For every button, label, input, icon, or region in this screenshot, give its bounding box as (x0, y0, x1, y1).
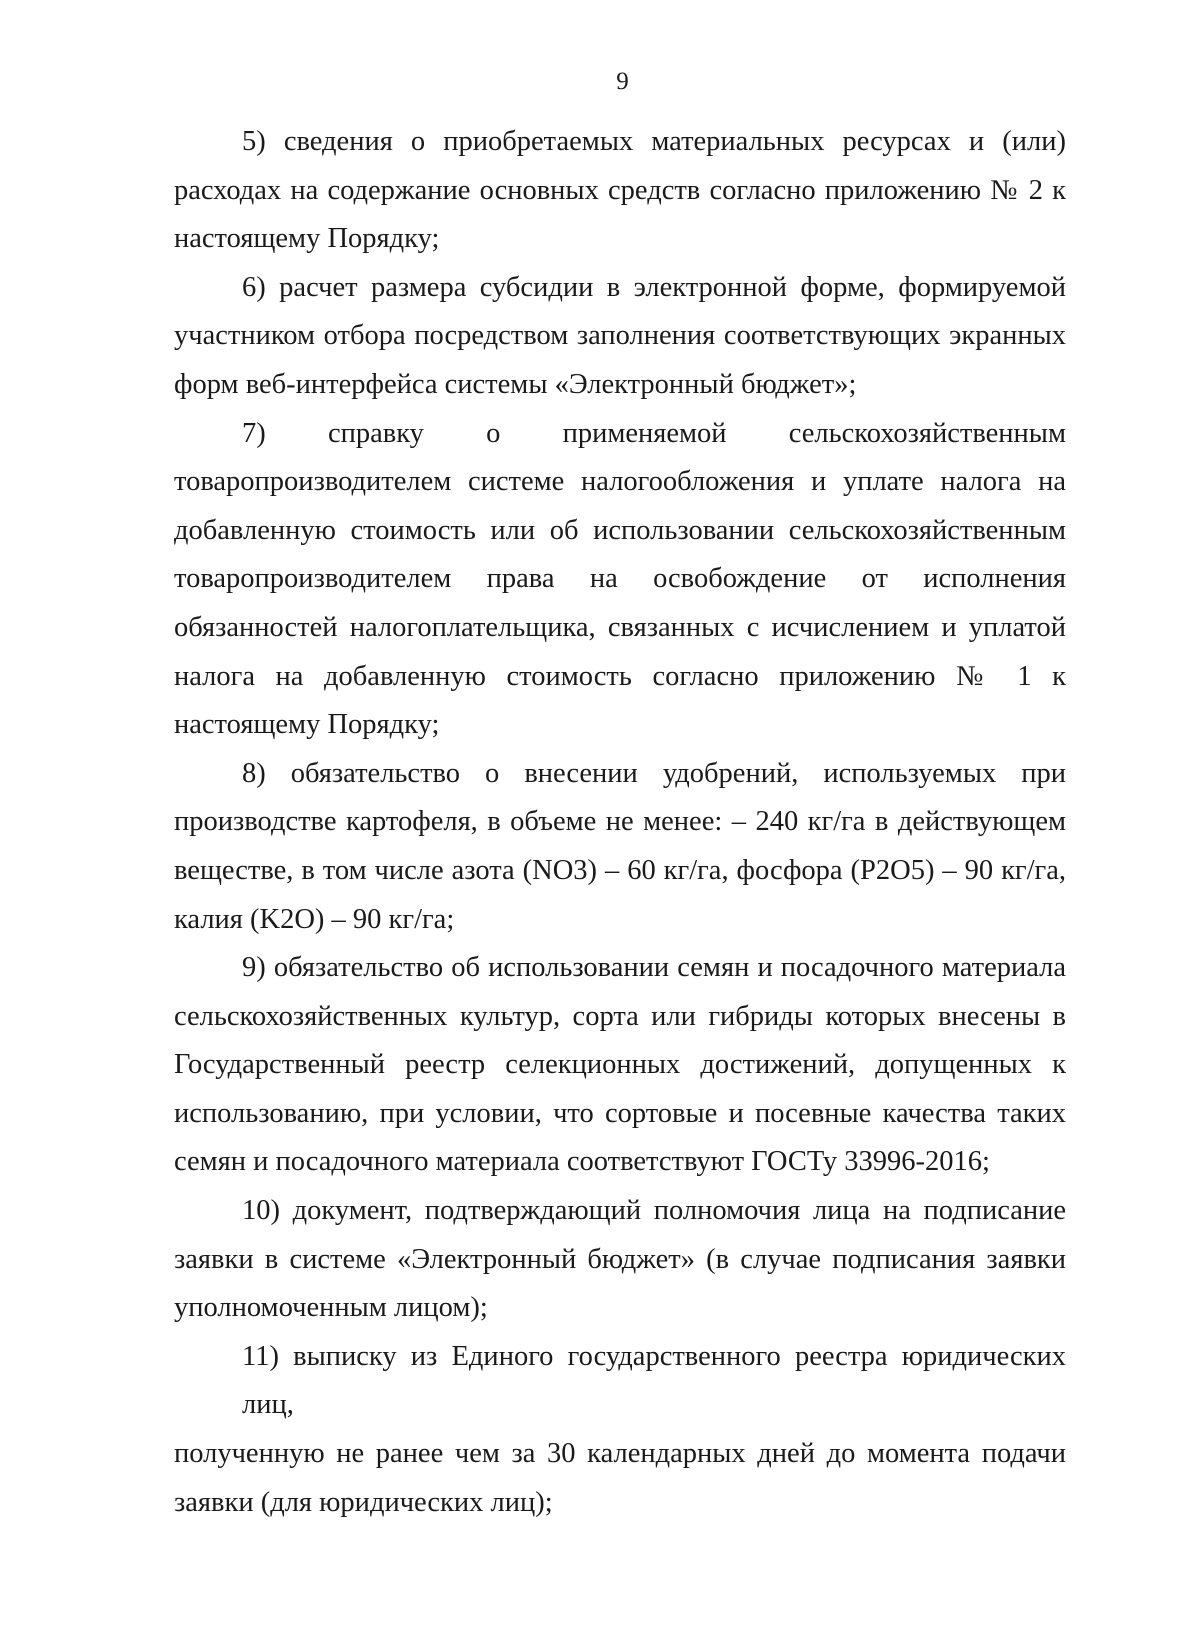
paragraph-line: участником отбора посредством заполнения соответствующих экранных (174, 320, 1066, 352)
paragraph-line: расходах на содержание основных средств согласно приложению № 2 к (174, 174, 1066, 206)
paragraph-line: использованию, при условии, что сортовые и посевные качества таких (174, 1097, 1066, 1129)
paragraph-line: добавленную стоимость или об использовании сельскохозяйственным (174, 514, 1066, 546)
paragraph-line: калия (K2O) – 90 кг/га; (174, 903, 455, 935)
paragraph (174, 750, 1066, 944)
paragraph (174, 1333, 1066, 1527)
paragraph (174, 118, 1066, 264)
paragraph (174, 410, 1066, 750)
paragraph (174, 944, 1066, 1187)
paragraph-line: товаропроизводителем права на освобождение от исполнения (174, 563, 1066, 595)
document-body (174, 118, 1066, 1527)
paragraph-line: полученную не ранее чем за 30 календарных дней до момента подачи (174, 1438, 1066, 1470)
paragraph-line: 11) выписку из Единого государственного реестра юридических лиц, (242, 1340, 1066, 1421)
paragraph-line: форм веб-интерфейса системы «Электронный бюджет»; (174, 368, 857, 400)
paragraph-line: семян и посадочного материала соответствуют ГОСТу 33996-2016; (174, 1146, 990, 1178)
paragraph-line: производстве картофеля, в объеме не менее: – 240 кг/га в действующем (174, 806, 1066, 838)
paragraph-line: 5) сведения о приобретаемых материальных ресурсах и (или) (242, 126, 1066, 157)
paragraph-line: заявки в системе «Электронный бюджет» (в случае подписания заявки (174, 1243, 1066, 1275)
paragraph-line: 8) обязательство о внесении удобрений, используемых при (242, 757, 1066, 789)
page-number: 9 (616, 68, 629, 95)
paragraph-line: уполномоченным лицом); (174, 1292, 488, 1324)
paragraph-line: обязанностей налогоплательщика, связанных с исчислением и уплатой (174, 611, 1066, 643)
paragraph-line: 10) документ, подтверждающий полномочия лица на подписание (242, 1195, 1066, 1227)
paragraph (174, 1187, 1066, 1333)
paragraph-line: сельскохозяйственных культур, сорта или гибриды которых внесены в (174, 1000, 1066, 1032)
paragraph-line: 9) обязательство об использовании семян и посадочного материала (242, 952, 1066, 984)
paragraph-line: заявки (для юридических лиц); (174, 1486, 553, 1518)
paragraph-line: 6) расчет размера субсидии в электронной форме, формируемой (242, 271, 1066, 303)
paragraph-line: настоящему Порядку; (174, 223, 440, 255)
paragraph-line: веществе, в том числе азота (NO3) – 60 кг/га, фосфора (P2O5) – 90 кг/га, (174, 854, 1066, 886)
paragraph (174, 264, 1066, 410)
paragraph-line: 7) справку о применяемой сельскохозяйственным (242, 417, 1066, 449)
paragraph-line: товаропроизводителем системе налогообложения и уплате налога на (174, 466, 1066, 498)
paragraph-line: настоящему Порядку; (174, 709, 440, 741)
paragraph-line: Государственный реестр селекционных достижений, допущенных к (174, 1049, 1066, 1081)
paragraph-line: налога на добавленную стоимость согласно приложению № 1 к (174, 660, 1066, 692)
